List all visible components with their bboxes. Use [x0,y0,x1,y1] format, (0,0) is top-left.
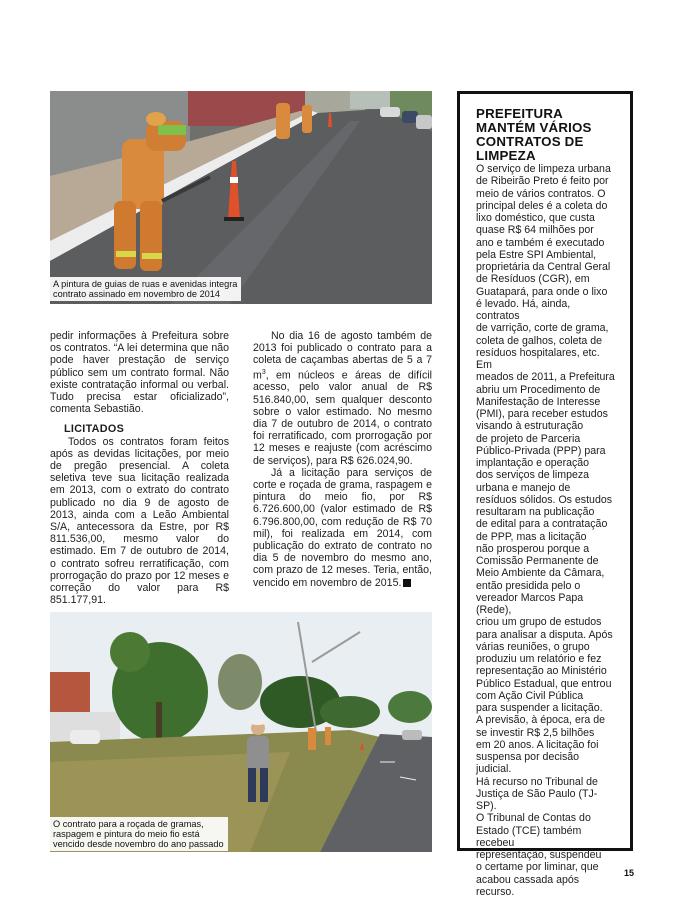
caption-line: raspagem e pintura do meio fio está [53,829,200,839]
sidebar-body: O serviço de limpeza urbana de Ribeirão Preto é feito por meio de vários contratos. O principal deles é a coleta do lixo doméstico, que custa quase R$ 64 milhões por ano e também é executado pela Estre SPI Ambiental, proprietária da Central Geral de Resíduos (CGR), em Guatapará, para onde o lixo é levado. Há, ainda, contratos de varrição, corte de grama, coleta de galhos, coleta de resíduos hospitalares, etc. Em meados de 2011, a Prefeitura abriu um Procedimento de Manifestação de Interesse (PMI), para receber estudos visando à estruturação de projeto de Parceria Público-Privada (PPP) para implantação e operação dos serviços de limpeza urbana e manejo de resíduos sólidos. Os estudos resultaram na publicação de edital para a contratação de PPP, mas a licitação não prosperou porque a Comissão Permanente de Meio Ambiente da Câmara, então presidida pelo o vereador Marcos Papa (Rede), criou um grupo de estudos para analisar a disputa. Após várias reuniões, o grupo produziu um relatório e fez representação ao Ministério Público Estadual, que entrou com Ação Civil Pública para suspender a licitação. A previsão, à época, era de se investir R$ 2,5 bilhões em 20 anos. A licitação foi suspensa por decisão judicial. Há recurso no Tribunal de Justiça de São Paulo (TJ-SP). O Tribunal de Contas do Estado (TCE) também recebeu representação, suspendeu o certame por liminar, que acabou cassada após recurso. [476,163,615,898]
sidebar-title: PREFEITURA MANTÉM VÁRIOS CONTRATOS DE LIMPEZA [476,106,592,163]
article-paragraph [253,330,432,467]
caption-line: A pintura de guias de ruas e avenidas integra [53,279,238,289]
photo-curb-painting [50,91,432,304]
text-run: Já a licitação para serviços de corte e roçada de grama, raspagem e pintura do meio fio, por R$ 6.726.600,00 (valor estimado de R$ 6.796.800,00, com redução de R$ 70 mil), foi realizada em 2014, com publicação do extrato de contrato no dia 5 de novembro do mesmo ano, com prazo de 12 meses. Teria, então, vencido em novembro de 2015. [253,466,432,589]
subheading: LICITADOS [64,423,125,436]
article-column-1 [50,330,229,606]
article-column-2 [253,330,432,589]
page-number: 15 [624,868,635,878]
photo-grass-cutting [50,612,432,852]
caption-line: vencido desde novembro do ano passado [53,839,224,849]
article-paragraph: Todos os contratos foram feitos após as devidas licitações, por meio de pregão presencial. A coleta seletiva teve sua licitação realizada em 2013, com o extrato do contrato publicado no dia 9 de agosto de 2013, ainda com a Leão Ambiental S/A, antecessora da Estre, por R$ 811.536,00, mesmo valor do estimado. Em 7 de outubro de 2014, o contrato sofreu rerratificação, com prorrogação do prazo por 12 meses e correção do valor para R$ 851.177,91. [50,435,229,607]
text-run: , em núcleos e áreas de difícil acesso, pelo valor anual de R$ 516.840,00, sem qualquer desconto sobre o valor estimado. No mesmo dia 7 de outubro de 2014, o contrato foi rerratificado, com prorrogação por 12 meses e reajuste (com acréscimo de serviços), para R$ 626.024,90. [253,369,432,467]
grass-cutting-image [50,612,432,852]
text-run: No dia 16 de agosto também de 2013 foi publicado o contrato para a coleta de caçambas abertas de 5 a 7 m [253,330,432,382]
caption-line: contrato assinado em novembro de 2014 [53,289,221,299]
photo-caption [50,277,241,301]
article-paragraph: pedir informações à Prefeitura sobre os contratos. “A lei determina que não pode haver prestação de serviço público sem um contrato formal. Não existe contratação informal ou verbal. Tudo precisa estar oficializado”, comenta Sebastião. [50,330,229,416]
end-of-article-icon [403,579,411,587]
photo-caption [50,817,228,851]
superscript: 3 [261,368,266,376]
caption-line: O contrato para a roçada de gramas, [53,819,204,829]
curb-painting-image [50,91,432,304]
article-paragraph [253,467,432,589]
